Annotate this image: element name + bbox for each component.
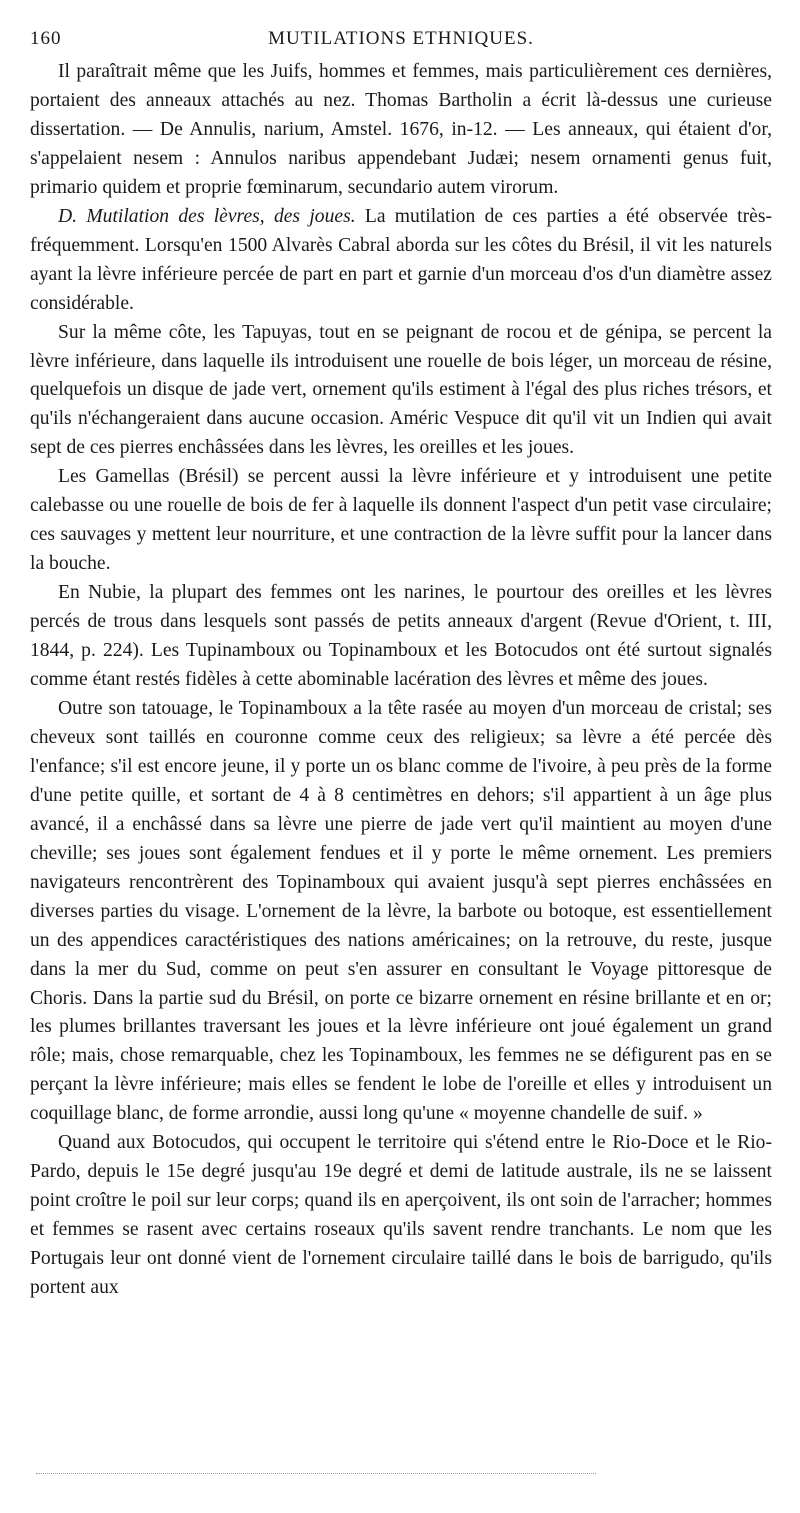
paragraph-gamellas (30, 463, 772, 579)
paragraph-juifs (30, 58, 772, 203)
paragraph-text: Il paraîtrait même que les Juifs, hommes et femmes, mais particulièrement ces dernières, portaient des anneaux attachés au nez. Thomas Bartholin a écrit là-dessus une curieuse dissertation. — De Annulis, narium, Amstel. 1676, in-12. — Les anneaux, qui étaient d'or, s'appelaient nesem : Annulos naribus appendebant Judæi; nesem ornamenti genus fuit, primario quidem et proprie fœminarum, secundario autem virorum. (30, 61, 772, 198)
paragraph-text: Outre son tatouage, le Topinamboux a la tête rasée au moyen d'un morceau de cristal; ses cheveux sont taillés en couronne comme ceux des religieux; sa lèvre a été percée dès l'enfance; s'il est encore jeune, il y porte un os blanc comme de l'ivoire, à peu près de la forme d'une petite quille, et sortant de 4 à 8 centimètres en dehors; s'il appartient à un âge plus avancé, il a enchâssé dans sa lèvre une pierre de jade vert qu'il maintient au moyen d'une cheville; ses joues sont également fendues et il y porte le même ornement. Les premiers navigateurs rencontrèrent des Topinamboux qui avaient jusqu'à sept pierres enchâssées en diverses parties du visage. L'ornement de la lèvre, la barbote ou botoque, est essentiellement un des appendices caractéristiques des nations américaines; on la retrouve, du reste, jusque dans la mer du Sud, comme on peut s'en assurer en consultant le Voyage pittoresque de Choris. Dans la partie sud du Brésil, on porte ce bizarre ornement en résine brillante et en or; les plumes brillantes traversant les joues et la lèvre inférieure ont joué également un grand rôle; mais, chose remarquable, chez les Topinamboux, les femmes ne se défigurent pas en se perçant la lèvre inférieure; mais elles se fendent le lobe de l'oreille et elles y introduisent un coquillage blanc, de forme arrondie, aussi long qu'une « moyenne chandelle de suif. » (30, 697, 772, 1125)
running-header (30, 28, 772, 58)
paragraph-tapuyas (30, 319, 772, 464)
footer-dotted-rule (36, 1473, 596, 1474)
paragraph-botocudos (30, 1129, 772, 1303)
paragraph-nubie (30, 579, 772, 695)
paragraph-mutilation-levres (30, 203, 772, 319)
paragraph-text: En Nubie, la plupart des femmes ont les narines, le pourtour des oreilles et les lèvres percés de trous dans lesquels sont passés de petits anneaux d'argent (Revue d'Orient, t. III, 1844, p. 224). Les Tupinamboux ou Topinamboux et les Botocudos ont été surtout signalés comme étant restés fidèles à cette abominable lacération des lèvres et même des joues. (30, 582, 772, 691)
section-heading: D. Mutilation des lèvres, des joues. (58, 205, 356, 227)
book-page (30, 28, 772, 1303)
paragraph-text: Les Gamellas (Brésil) se percent aussi la lèvre inférieure et y introduisent une petite calebasse ou une rouelle de bois de fer à laquelle ils donnent l'aspect d'un petit vase circulaire; ces sauvages y mettent leur nourriture, et une contraction de la lèvre suffit pour la lancer dans la bouche. (30, 466, 772, 575)
page-number: 160 (30, 28, 62, 49)
paragraph-text: Sur la même côte, les Tapuyas, tout en se peignant de rocou et de génipa, se percent la lèvre inférieure, dans laquelle ils introduisent une rouelle de bois léger, un morceau de résine, quelquefois un disque de jade vert, ornement qu'ils estiment à l'égal des plus riches trésors, et qu'ils n'échangeraient dans aucune occasion. Améric Vespuce dit qu'il vit un Indien qui avait sept de ces pierres enchâssées dans les lèvres, les oreilles et les joues. (30, 321, 772, 459)
paragraph-text: La mutilation de ces parties a été observée très-fréquemment. Lorsqu'en 1500 Alvarès Cabral aborda sur les côtes du Brésil, il vit les naturels ayant la lèvre inférieure percée de part en part et garnie d'un morceau d'os d'un diamètre assez considérable. (30, 205, 772, 314)
body-text (30, 58, 772, 1303)
running-title: MUTILATIONS ETHNIQUES. (268, 28, 534, 49)
paragraph-text: Quand aux Botocudos, qui occupent le territoire qui s'étend entre le Rio-Doce et le Rio-Pardo, depuis le 15e degré jusqu'au 19e degré et demi de latitude australe, ils ne se laissent point croître le poil sur leur corps; quand ils en aperçoivent, ils ont soin de l'arracher; hommes et femmes se rasent avec certains roseaux qu'ils savent rendre tranchants. Le nom que les Portugais leur ont donné vient de l'ornement circulaire taillé dans le bois de barrigudo, qu'ils portent aux (30, 1132, 772, 1299)
paragraph-topinamboux (30, 695, 772, 1129)
